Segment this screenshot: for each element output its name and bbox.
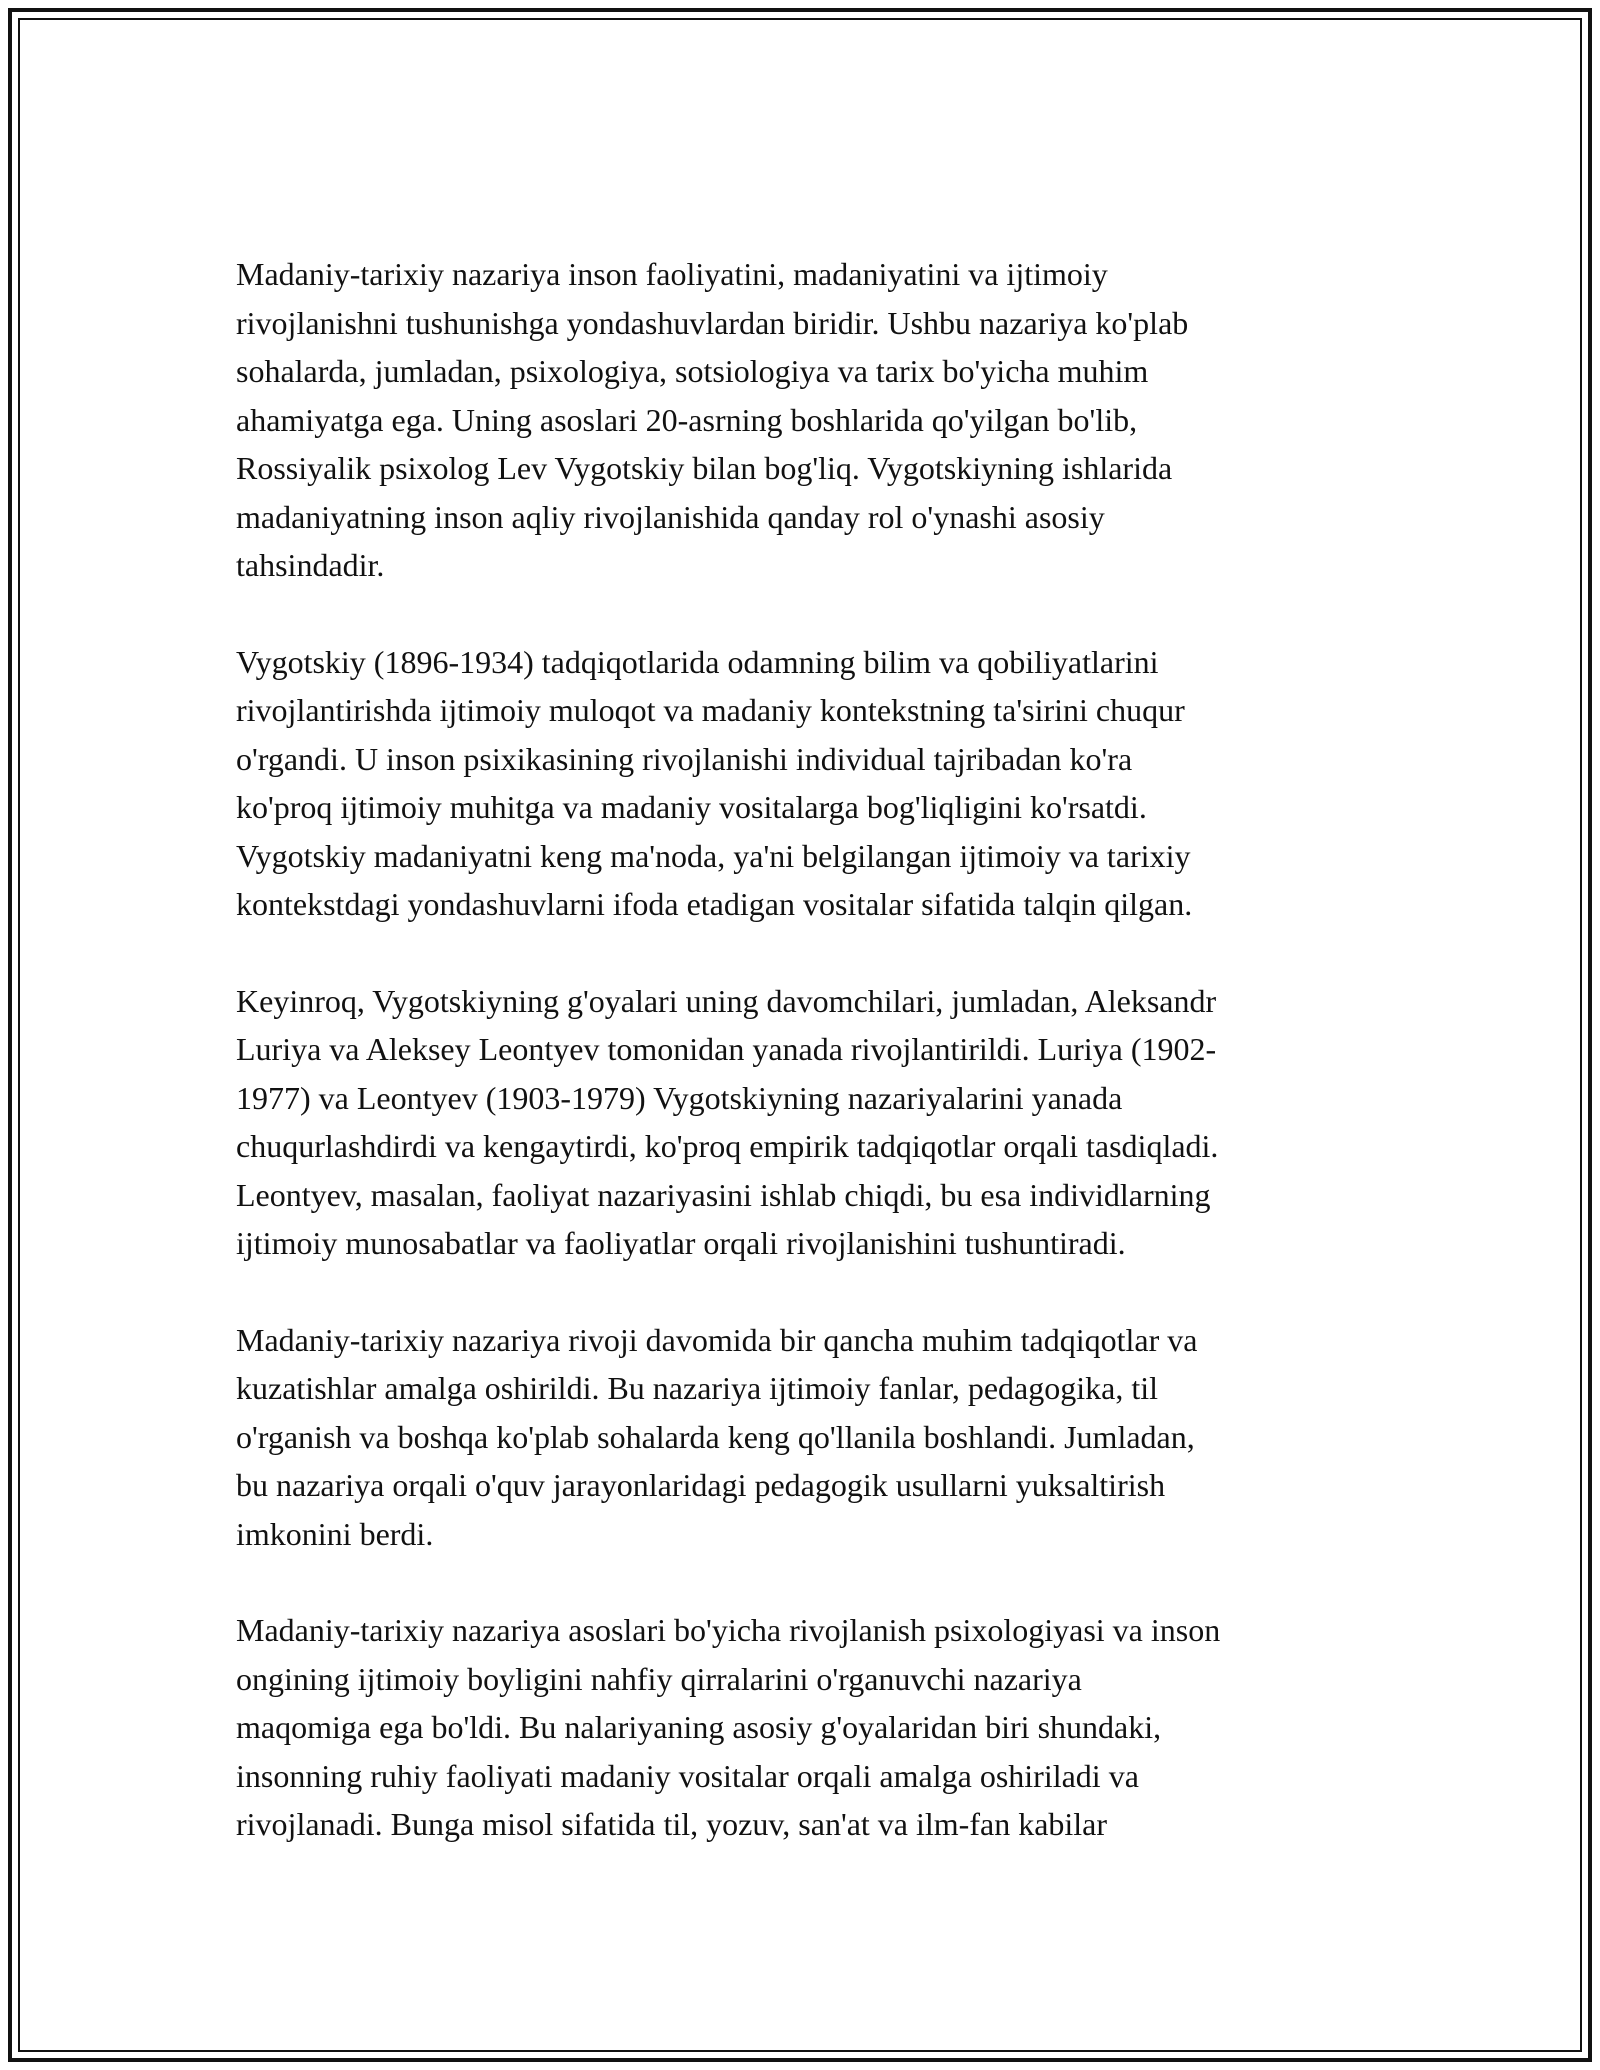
paragraph-2: [236, 638, 1376, 929]
text-line: madaniyatning inson aqliy rivojlanishida qanday rol o'ynashi asosiy: [236, 498, 1105, 535]
text-line: Keyinroq, Vygotskiyning g'oyalari uning davomchilari, jumladan, Aleksandr: [236, 982, 1217, 1019]
text-line: Vygotskiy madaniyatni keng ma'noda, ya'ni belgilangan ijtimoiy va tarixiy: [236, 837, 1191, 874]
paragraph-1: [236, 250, 1376, 590]
paragraph-5: [236, 1606, 1376, 1849]
text-line: Rossiyalik psixolog Lev Vygotskiy bilan bog'liq. Vygotskiyning ishlarida: [236, 450, 1173, 486]
text-line: bu nazariya orqali o'quv jarayonlaridagi pedagogik usullarni yuksaltirish: [236, 1467, 1166, 1503]
text-line: o'rgandi. U inson psixikasining rivojlanishi individual tajribadan ko'ra: [236, 740, 1133, 777]
text-line: chuqurlashdirdi va kengaytirdi, ko'proq empirik tadqiqotlar orqali tasdiqladi.: [236, 1128, 1219, 1164]
text-line: Leontyev, masalan, faoliyat nazariyasini ishlab chiqdi, bu esa individlarning: [236, 1176, 1211, 1213]
text-line: insonning ruhiy faoliyati madaniy vositalar orqali amalga oshiriladi va: [236, 1757, 1139, 1794]
paragraph-4: [236, 1316, 1376, 1559]
text-line: tahsindadir.: [236, 547, 385, 583]
text-line: Madaniy-tarixiy nazariya inson faoliyatini, madaniyatini va ijtimoiy: [236, 256, 1108, 292]
text-line: 1977) va Leontyev (1903-1979) Vygotskiyning nazariyalarini yanada: [236, 1079, 1123, 1116]
text-line: Madaniy-tarixiy nazariya rivoji davomida bir qancha muhim tadqiqotlar va: [236, 1321, 1198, 1358]
text-line: Vygotskiy (1896-1934) tadqiqotlarida odamning bilim va qobiliyatlarini: [236, 643, 1159, 680]
text-line: rivojlanishni tushunishga yondashuvlardan biridir. Ushbu nazariya ko'plab: [236, 304, 1189, 341]
text-line: sohalarda, jumladan, psixologiya, sotsiologiya va tarix bo'yicha muhim: [236, 353, 1149, 389]
paragraph-3: [236, 977, 1376, 1268]
text-line: Luriya va Aleksey Leontyev tomonidan yanada rivojlantirildi. Luriya (1902-: [236, 1031, 1217, 1067]
text-line: rivojlanadi. Bunga misol sifatida til, yozuv, san'at va ilm-fan kabilar: [236, 1806, 1108, 1842]
text-line: kontekstdagi yondashuvlarni ifoda etadigan vositalar sifatida talqin qilgan.: [236, 886, 1193, 922]
text-line: imkonini berdi.: [236, 1515, 434, 1552]
text-line: ongining ijtimoiy boyligini nahfiy qirralarini o'rganuvchi nazariya: [236, 1660, 1082, 1697]
text-line: maqomiga ega bo'ldi. Bu nalariyaning asosiy g'oyalaridan biri shundaki,: [236, 1709, 1162, 1745]
text-line: kuzatishlar amalga oshirildi. Bu nazariya ijtimoiy fanlar, pedagogika, til: [236, 1370, 1158, 1406]
text-line: Madaniy-tarixiy nazariya asoslari bo'yicha rivojlanish psixologiyasi va inson: [236, 1612, 1221, 1648]
text-line: ahamiyatga ega. Uning asoslari 20-asrning boshlarida qo'yilgan bo'lib,: [236, 401, 1138, 438]
text-line: ko'proq ijtimoiy muhitga va madaniy vositalarga bog'liqligini ko'rsatdi.: [236, 789, 1147, 825]
text-line: ijtimoiy munosabatlar va faoliyatlar orqali rivojlanishini tushuntiradi.: [236, 1225, 1126, 1261]
document-body: [236, 250, 1376, 1897]
text-line: rivojlantirishda ijtimoiy muloqot va madaniy kontekstning ta'sirini chuqur: [236, 692, 1185, 728]
text-line: o'rganish va boshqa ko'plab sohalarda keng qo'llanila boshlandi. Jumladan,: [236, 1418, 1195, 1455]
